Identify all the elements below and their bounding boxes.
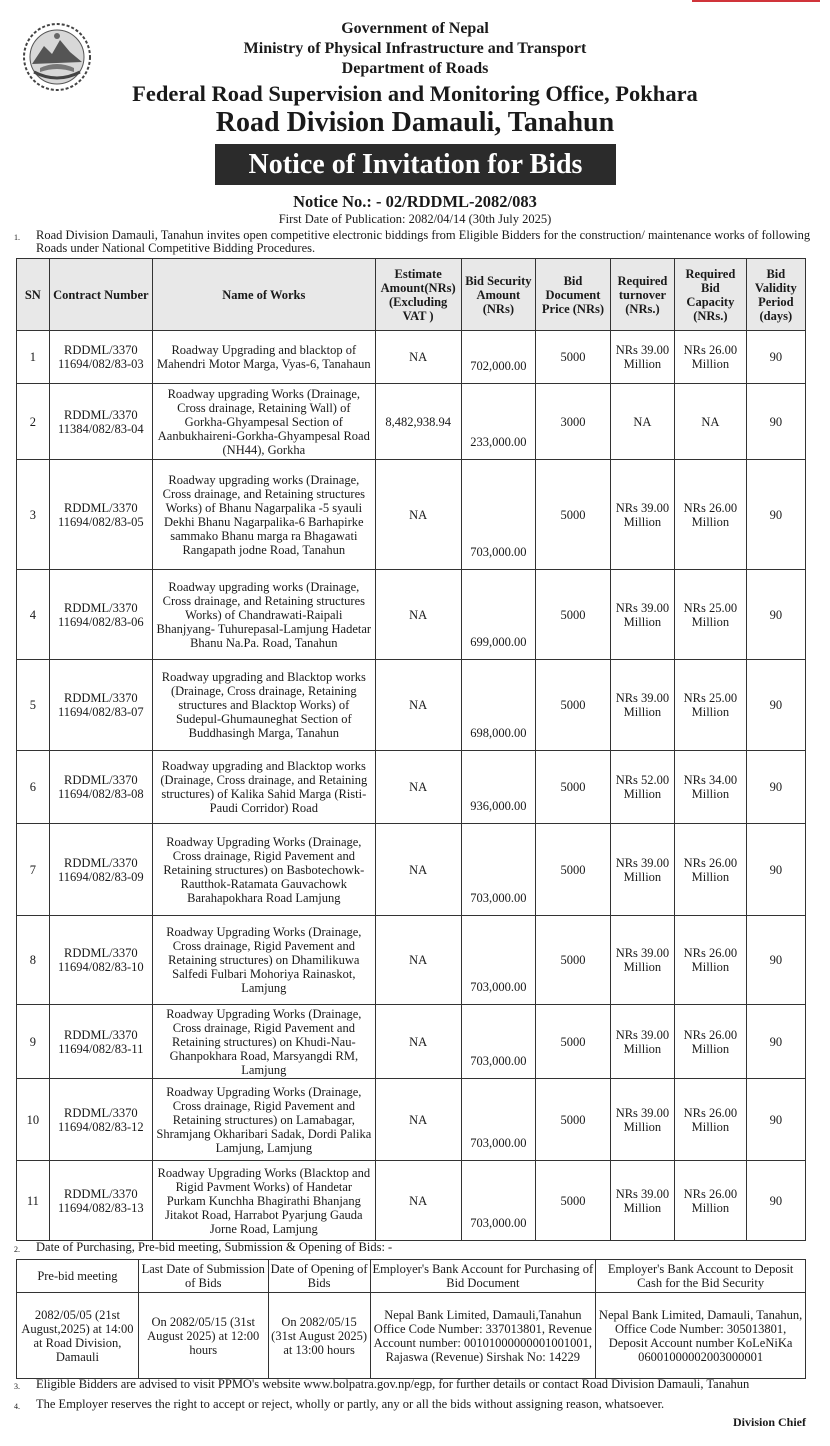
cell-price: 5000 <box>536 1005 611 1079</box>
cell-price: 5000 <box>536 331 611 384</box>
cell-estimate: NA <box>375 331 461 384</box>
cell-contract: RDDML/3370 11694/082/83-10 <box>49 916 152 1005</box>
top-accent-line <box>692 0 820 2</box>
schedule-table-header <box>17 1260 806 1293</box>
schedule-table-row <box>17 1293 806 1379</box>
paragraph-4-text: The Employer reserves the right to accept or reject, wholly or partly, any or all the bids without assigning reason, whatsoever. <box>36 1397 665 1411</box>
cell-price: 5000 <box>536 460 611 570</box>
cell-name: Roadway Upgrading and blacktop of Mahendri Motor Marga, Vyas-6, Tanahaun <box>152 331 375 384</box>
cell-name: Roadway Upgrading Works (Drainage, Cross drainage, Rigid Pavement and Retaining structures) on Khudi-Nau-Ghanpokhara Road, Marsyangdi RM, Lamjung <box>152 1005 375 1079</box>
schedule-header: Date of Opening of Bids <box>268 1260 370 1293</box>
paragraph-2-text: Date of Purchasing, Pre-bid meeting, Submission & Opening of Bids: - <box>36 1240 393 1254</box>
bids-table <box>16 258 806 1241</box>
cell-name: Roadway Upgrading Works (Drainage, Cross drainage, Rigid Pavement and Retaining structures) on Lamabagar, Shramjang Okharibari Sadak, Dordi Palika Lamjung, Lamjung <box>152 1079 375 1161</box>
cell-security: 703,000.00 <box>461 460 536 570</box>
column-header: Bid Security Amount (NRs) <box>461 259 536 331</box>
cell-sn: 2 <box>17 384 50 460</box>
table-row <box>17 1005 806 1079</box>
cell-price: 5000 <box>536 1079 611 1161</box>
cell-capacity: NRs 26.00 Million <box>675 331 747 384</box>
cell-contract: RDDML/3370 11694/082/83-03 <box>49 331 152 384</box>
cell-contract: RDDML/3370 11694/082/83-13 <box>49 1161 152 1241</box>
cell-capacity: NRs 26.00 Million <box>675 916 747 1005</box>
cell-capacity: NRs 26.00 Million <box>675 1079 747 1161</box>
cell-validity: 90 <box>746 384 805 460</box>
table-row <box>17 1161 806 1241</box>
cell-estimate: NA <box>375 1005 461 1079</box>
schedule-header: Employer's Bank Account to Deposit Cash for the Bid Security <box>596 1260 806 1293</box>
cell-price: 5000 <box>536 660 611 751</box>
cell-contract: RDDML/3370 11384/082/83-04 <box>49 384 152 460</box>
cell-price: 5000 <box>536 1161 611 1241</box>
cell-security: 703,000.00 <box>461 824 536 916</box>
paragraph-1-number: 1. <box>14 233 20 242</box>
column-header: Contract Number <box>49 259 152 331</box>
cell-sn: 3 <box>17 460 50 570</box>
cell-price: 5000 <box>536 751 611 824</box>
cell-contract: RDDML/3370 11694/082/83-07 <box>49 660 152 751</box>
cell-sn: 8 <box>17 916 50 1005</box>
bids-table-header <box>17 259 806 331</box>
cell-turnover: NRs 52.00 Million <box>610 751 674 824</box>
column-header: SN <box>17 259 50 331</box>
cell-estimate: NA <box>375 751 461 824</box>
cell-validity: 90 <box>746 331 805 384</box>
publication-date: First Date of Publication: 2082/04/14 (30th July 2025) <box>278 212 552 226</box>
cell-security: 703,000.00 <box>461 916 536 1005</box>
column-header: Name of Works <box>152 259 375 331</box>
cell-capacity: NA <box>675 384 747 460</box>
cell-security: 936,000.00 <box>461 751 536 824</box>
cell-validity: 90 <box>746 1005 805 1079</box>
table-row <box>17 331 806 384</box>
schedule-cell: Nepal Bank Limited, Damauli,Tanahun Office Code Number: 337013801, Revenue Account number: 00101000000001001001, Rajaswa (Revenue) Sirshak No: 14229 <box>370 1293 596 1379</box>
signature-division-chief: Division Chief <box>732 1415 806 1429</box>
cell-turnover: NRs 39.00 Million <box>610 916 674 1005</box>
table-row <box>17 384 806 460</box>
cell-validity: 90 <box>746 1161 805 1241</box>
cell-turnover: NRs 39.00 Million <box>610 570 674 660</box>
cell-estimate: NA <box>375 1161 461 1241</box>
header-office: Federal Road Supervision and Monitoring Office, Pokhara <box>132 81 698 106</box>
schedule-cell: 2082/05/05 (21st August,2025) at 14:00 at Road Division, Damauli <box>17 1293 139 1379</box>
paragraph-4-number: 4. <box>14 1402 20 1411</box>
schedule-cell: On 2082/05/15 (31st August 2025) at 13:00 hours <box>268 1293 370 1379</box>
cell-validity: 90 <box>746 570 805 660</box>
header-division: Road Division Damauli, Tanahun <box>215 107 615 138</box>
header-department: Department of Roads <box>341 60 489 77</box>
paragraph-2-number: 2. <box>14 1245 20 1254</box>
cell-capacity: NRs 26.00 Million <box>675 1005 747 1079</box>
cell-name: Roadway upgrading Works (Drainage, Cross drainage, Retaining Wall) of Gorkha-Ghyampesal Section of Aanbukhaireni-Gorkha-Ghyampesal Road (NH44), Gorkha <box>152 384 375 460</box>
cell-estimate: NA <box>375 916 461 1005</box>
cell-estimate: NA <box>375 824 461 916</box>
column-header: Required turnover (NRs.) <box>610 259 674 331</box>
cell-sn: 7 <box>17 824 50 916</box>
cell-validity: 90 <box>746 660 805 751</box>
paragraph-3-text: Eligible Bidders are advised to visit PPMO's website www.bolpatra.gov.np/egp, for further details or contact Road Division Damauli, Tanahun <box>36 1377 750 1391</box>
table-row <box>17 824 806 916</box>
column-header: Estimate Amount(NRs) (Excluding VAT ) <box>375 259 461 331</box>
cell-price: 3000 <box>536 384 611 460</box>
cell-estimate: NA <box>375 460 461 570</box>
cell-price: 5000 <box>536 824 611 916</box>
cell-validity: 90 <box>746 460 805 570</box>
cell-price: 5000 <box>536 570 611 660</box>
schedule-header: Employer's Bank Account for Purchasing of Bid Document <box>370 1260 596 1293</box>
cell-security: 703,000.00 <box>461 1161 536 1241</box>
table-row <box>17 460 806 570</box>
cell-sn: 4 <box>17 570 50 660</box>
cell-capacity: NRs 26.00 Million <box>675 824 747 916</box>
cell-sn: 11 <box>17 1161 50 1241</box>
cell-turnover: NRs 39.00 Million <box>610 1161 674 1241</box>
table-row <box>17 751 806 824</box>
cell-capacity: NRs 26.00 Million <box>675 1161 747 1241</box>
paragraph-1 <box>14 229 814 255</box>
cell-estimate: NA <box>375 1079 461 1161</box>
cell-sn: 9 <box>17 1005 50 1079</box>
cell-capacity: NRs 25.00 Million <box>675 570 747 660</box>
cell-name: Roadway upgrading works (Drainage, Cross drainage, and Retaining structures Works) of Bhanu Nagarpalika -5 syauli Dekhi Bhanu Nagarpalika-6 Barhapirke sammako Bhanu marga ra Bhagawati Rangapath jodne Road, Tanahun <box>152 460 375 570</box>
paragraph-2 <box>14 1241 814 1255</box>
cell-name: Roadway Upgrading Works (Drainage, Cross drainage, Rigid Pavement and Retaining structures) on Dhamilikuwa Salfedi Fulbari Mohoriya Rainaskot, Lamjung <box>152 916 375 1005</box>
cell-price: 5000 <box>536 916 611 1005</box>
cell-capacity: NRs 34.00 Million <box>675 751 747 824</box>
schedule-cell: On 2082/05/15 (31st August 2025) at 12:00 hours <box>138 1293 268 1379</box>
table-row <box>17 916 806 1005</box>
cell-sn: 1 <box>17 331 50 384</box>
paragraph-4 <box>14 1398 814 1412</box>
cell-turnover: NA <box>610 384 674 460</box>
cell-contract: RDDML/3370 11694/082/83-05 <box>49 460 152 570</box>
table-row <box>17 570 806 660</box>
cell-security: 703,000.00 <box>461 1079 536 1161</box>
paragraph-1-text: Road Division Damauli, Tanahun invites open competitive electronic biddings from Eligible Bidders for the construction/ maintenance works of following Roads under National Competitive Bidding Procedures. <box>36 228 811 255</box>
cell-security: 233,000.00 <box>461 384 536 460</box>
notice-banner: Notice of Invitation for Bids <box>215 144 616 185</box>
cell-sn: 6 <box>17 751 50 824</box>
cell-contract: RDDML/3370 11694/082/83-09 <box>49 824 152 916</box>
notice-number: Notice No.: - 02/RDDML-2082/083 <box>293 192 537 211</box>
paragraph-3-number: 3. <box>14 1382 20 1391</box>
cell-name: Roadway upgrading and Blacktop works (Drainage, Cross drainage, Retaining structures and Blacktop Works) of Sudepul-Ghumauneghat Section of Buddhasingh Marga, Tanahun <box>152 660 375 751</box>
cell-contract: RDDML/3370 11694/082/83-11 <box>49 1005 152 1079</box>
cell-estimate: 8,482,938.94 <box>375 384 461 460</box>
cell-security: 703,000.00 <box>461 1005 536 1079</box>
column-header: Required Bid Capacity (NRs.) <box>675 259 747 331</box>
schedule-table <box>16 1259 806 1379</box>
cell-capacity: NRs 26.00 Million <box>675 460 747 570</box>
column-header: Bid Document Price (NRs) <box>536 259 611 331</box>
cell-contract: RDDML/3370 11694/082/83-08 <box>49 751 152 824</box>
cell-turnover: NRs 39.00 Million <box>610 660 674 751</box>
cell-validity: 90 <box>746 1079 805 1161</box>
column-header: Bid Validity Period (days) <box>746 259 805 331</box>
cell-turnover: NRs 39.00 Million <box>610 460 674 570</box>
header-government: Government of Nepal <box>341 20 489 37</box>
cell-estimate: NA <box>375 660 461 751</box>
cell-sn: 10 <box>17 1079 50 1161</box>
cell-security: 699,000.00 <box>461 570 536 660</box>
cell-name: Roadway upgrading and Blacktop works (Drainage, Cross drainage, and Retaining structures) of Kalika Sahid Marga (Risti-Paudi Corridor) Road <box>152 751 375 824</box>
schedule-header: Last Date of Submission of Bids <box>138 1260 268 1293</box>
cell-turnover: NRs 39.00 Million <box>610 824 674 916</box>
paragraph-3 <box>14 1378 814 1392</box>
cell-name: Roadway Upgrading Works (Blacktop and Rigid Pavment Works) of Handetar Purkam Kunchha Bhagirathi Bhanjang Jitakot Road, Harrabot Pyarjung Gauda Jorne Road, Lamjung <box>152 1161 375 1241</box>
table-row <box>17 1079 806 1161</box>
cell-capacity: NRs 25.00 Million <box>675 660 747 751</box>
cell-security: 698,000.00 <box>461 660 536 751</box>
cell-contract: RDDML/3370 11694/082/83-06 <box>49 570 152 660</box>
cell-sn: 5 <box>17 660 50 751</box>
cell-turnover: NRs 39.00 Million <box>610 1079 674 1161</box>
cell-validity: 90 <box>746 916 805 1005</box>
cell-name: Roadway Upgrading Works (Drainage, Cross drainage, Rigid Pavement and Retaining structures) on Basbotechowk-Rautthok-Ratamata Gauvachowk Barahapokhara Road Lamjung <box>152 824 375 916</box>
cell-validity: 90 <box>746 824 805 916</box>
cell-turnover: NRs 39.00 Million <box>610 331 674 384</box>
schedule-header: Pre-bid meeting <box>17 1260 139 1293</box>
cell-validity: 90 <box>746 751 805 824</box>
cell-turnover: NRs 39.00 Million <box>610 1005 674 1079</box>
header-ministry: Ministry of Physical Infrastructure and Transport <box>243 40 587 57</box>
table-row <box>17 660 806 751</box>
cell-name: Roadway upgrading works (Drainage, Cross drainage, and Retaining structures Works) of Chandrawati-Raipali Bhanjyang- Tuhurepasal-Lamjung Hadetar Bhanu Na.Pa. Road, Tanahun <box>152 570 375 660</box>
cell-contract: RDDML/3370 11694/082/83-12 <box>49 1079 152 1161</box>
schedule-cell: Nepal Bank Limited, Damauli, Tanahun, Office Code Number: 305013801, Deposit Account number KoLeNiKa 06001000002003000001 <box>596 1293 806 1379</box>
cell-security: 702,000.00 <box>461 331 536 384</box>
cell-estimate: NA <box>375 570 461 660</box>
